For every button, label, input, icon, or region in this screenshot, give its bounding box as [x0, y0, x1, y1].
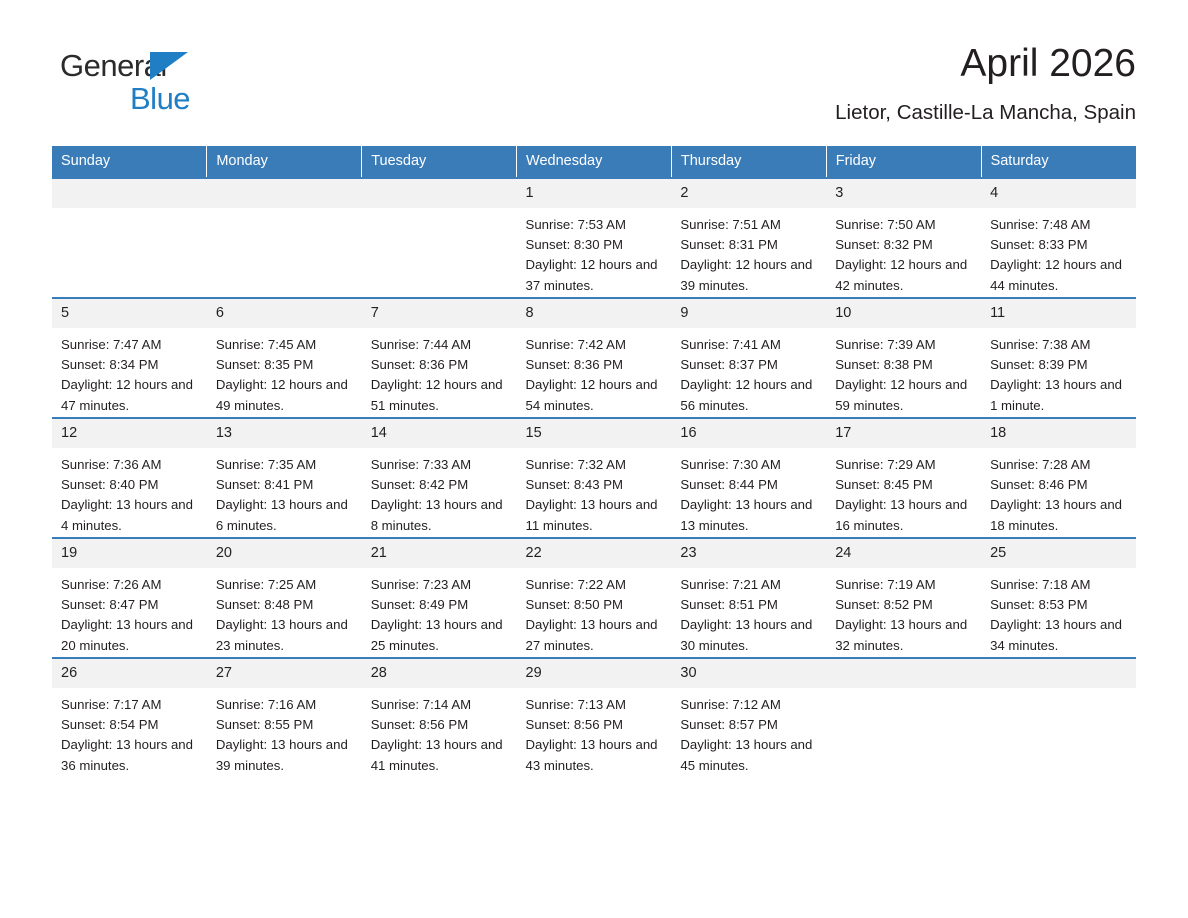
- calendar-cell-day: [517, 538, 672, 658]
- sunrise-text: Sunrise: 7:51 AM: [680, 216, 781, 232]
- sunset-text: Sunset: 8:52 PM: [835, 597, 933, 613]
- sunset-text: Sunset: 8:48 PM: [215, 597, 314, 613]
- calendar-cell-day: [362, 658, 517, 777]
- sunrise-text: Sunrise: 7:50 AM: [835, 216, 936, 232]
- sunset-text: Sunset: 8:36 PM: [370, 357, 469, 373]
- day-number: 1: [517, 179, 672, 208]
- day-details: [517, 448, 672, 536]
- sunset-text: Sunset: 8:37 PM: [680, 357, 778, 373]
- sunset-text: Sunset: 8:36 PM: [525, 357, 624, 373]
- day-number: [207, 179, 362, 208]
- sunset-text: Sunset: 8:44 PM: [680, 477, 778, 493]
- calendar-cell-day: [517, 178, 672, 298]
- logo-word-general: General: [60, 48, 167, 83]
- day-details: [362, 688, 517, 776]
- sunset-text: Sunset: 8:34 PM: [61, 357, 159, 373]
- calendar-cell-day: [981, 298, 1136, 418]
- calendar-cell-day: [826, 538, 981, 658]
- calendar-cell-empty: [826, 658, 981, 777]
- calendar-cell-day: [207, 418, 362, 538]
- sunrise-text: Sunrise: 7:32 AM: [525, 456, 626, 472]
- daylight-text: Daylight: 12 hours and 54 minutes.: [525, 377, 658, 413]
- calendar-cell-day: [826, 298, 981, 418]
- sunrise-text: Sunrise: 7:19 AM: [835, 576, 936, 592]
- sunset-text: Sunset: 8:49 PM: [370, 597, 469, 613]
- calendar-cell-day: [671, 418, 826, 538]
- sunrise-text: Sunrise: 7:30 AM: [680, 456, 781, 472]
- sunset-text: Sunset: 8:42 PM: [370, 477, 469, 493]
- day-number: [362, 179, 517, 208]
- day-number: 30: [671, 659, 826, 688]
- daylight-text: Daylight: 13 hours and 45 minutes.: [680, 737, 813, 773]
- sunrise-text: Sunrise: 7:39 AM: [835, 336, 936, 352]
- calendar-cell-day: [52, 418, 207, 538]
- sunrise-text: Sunrise: 7:26 AM: [61, 576, 162, 592]
- day-details: [517, 328, 672, 416]
- day-details: [362, 448, 517, 536]
- daylight-text: Daylight: 12 hours and 37 minutes.: [525, 257, 658, 293]
- day-details: [362, 328, 517, 416]
- calendar-cell-day: [981, 538, 1136, 658]
- weekday-header-monday: Monday: [207, 146, 362, 178]
- sunset-text: Sunset: 8:35 PM: [215, 357, 314, 373]
- logo-word-blue: Blue: [130, 81, 191, 116]
- daylight-text: Daylight: 13 hours and 18 minutes.: [990, 497, 1123, 533]
- day-number: 2: [671, 179, 826, 208]
- sunrise-text: Sunrise: 7:45 AM: [215, 336, 317, 352]
- daylight-text: Daylight: 13 hours and 1 minute.: [990, 377, 1123, 413]
- sunset-text: Sunset: 8:47 PM: [61, 597, 159, 613]
- day-details: [981, 328, 1136, 416]
- sunset-text: Sunset: 8:54 PM: [61, 717, 159, 733]
- day-details: [671, 328, 826, 416]
- sunset-text: Sunset: 8:40 PM: [61, 477, 159, 493]
- day-number: 22: [517, 539, 672, 568]
- day-number: 26: [52, 659, 207, 688]
- day-details: [826, 568, 981, 656]
- daylight-text: Daylight: 13 hours and 8 minutes.: [370, 497, 503, 533]
- calendar-cell-day: [362, 538, 517, 658]
- day-details: [981, 208, 1136, 296]
- day-number: 6: [207, 299, 362, 328]
- day-number: 23: [671, 539, 826, 568]
- day-number: 17: [826, 419, 981, 448]
- day-details: [671, 568, 826, 656]
- daylight-text: Daylight: 12 hours and 59 minutes.: [835, 377, 968, 413]
- day-details: [207, 328, 362, 416]
- weekday-header-saturday: Saturday: [981, 146, 1136, 178]
- calendar-cell-empty: [362, 178, 517, 298]
- weekday-header-tuesday: Tuesday: [362, 146, 517, 178]
- day-details: [517, 208, 672, 296]
- calendar-cell-day: [207, 538, 362, 658]
- daylight-text: Daylight: 13 hours and 30 minutes.: [680, 617, 813, 653]
- sunset-text: Sunset: 8:55 PM: [215, 717, 314, 733]
- calendar-week-row: [52, 658, 1136, 777]
- day-details: [517, 568, 672, 656]
- sunset-text: Sunset: 8:57 PM: [680, 717, 778, 733]
- day-details: [826, 448, 981, 536]
- calendar-cell-day: [826, 178, 981, 298]
- sunrise-text: Sunrise: 7:29 AM: [835, 456, 936, 472]
- day-details: [207, 448, 362, 536]
- calendar-table: [52, 146, 1136, 777]
- sunset-text: Sunset: 8:41 PM: [215, 477, 314, 493]
- sunrise-text: Sunrise: 7:18 AM: [990, 576, 1091, 592]
- day-number: 20: [207, 539, 362, 568]
- day-number: 9: [671, 299, 826, 328]
- sunset-text: Sunset: 8:56 PM: [370, 717, 469, 733]
- day-details: [981, 448, 1136, 536]
- calendar-cell-day: [517, 298, 672, 418]
- sunrise-text: Sunrise: 7:12 AM: [680, 696, 781, 712]
- calendar-cell-empty: [52, 178, 207, 298]
- daylight-text: Daylight: 12 hours and 51 minutes.: [370, 377, 503, 413]
- sunrise-text: Sunrise: 7:53 AM: [525, 216, 626, 232]
- calendar-cell-day: [362, 298, 517, 418]
- weekday-header-wednesday: Wednesday: [517, 146, 672, 178]
- sunset-text: Sunset: 8:45 PM: [835, 477, 933, 493]
- day-details: [981, 568, 1136, 656]
- calendar-cell-day: [207, 298, 362, 418]
- sunrise-text: Sunrise: 7:33 AM: [370, 456, 472, 472]
- day-number: 8: [517, 299, 672, 328]
- day-details: [826, 328, 981, 416]
- calendar-cell-empty: [981, 658, 1136, 777]
- day-number: 15: [517, 419, 672, 448]
- day-number: 4: [981, 179, 1136, 208]
- calendar-cell-day: [517, 418, 672, 538]
- sunset-text: Sunset: 8:32 PM: [835, 237, 933, 253]
- calendar-cell-day: [826, 418, 981, 538]
- day-number: [826, 659, 981, 688]
- daylight-text: Daylight: 13 hours and 41 minutes.: [370, 737, 503, 773]
- sunset-text: Sunset: 8:31 PM: [680, 237, 778, 253]
- sunrise-text: Sunrise: 7:16 AM: [215, 696, 317, 712]
- day-details: [207, 568, 362, 656]
- calendar-header-row: [52, 146, 1136, 178]
- day-details: [52, 568, 207, 656]
- sunrise-text: Sunrise: 7:38 AM: [990, 336, 1091, 352]
- calendar-cell-day: [671, 538, 826, 658]
- daylight-text: Daylight: 12 hours and 44 minutes.: [990, 257, 1123, 293]
- calendar-cell-day: [207, 658, 362, 777]
- day-number: [52, 179, 207, 208]
- day-number: 13: [207, 419, 362, 448]
- daylight-text: Daylight: 12 hours and 47 minutes.: [61, 377, 193, 413]
- calendar-cell-day: [517, 658, 672, 777]
- daylight-text: Daylight: 13 hours and 43 minutes.: [525, 737, 658, 773]
- weekday-header-thursday: Thursday: [671, 146, 826, 178]
- sunset-text: Sunset: 8:56 PM: [525, 717, 624, 733]
- sunset-text: Sunset: 8:43 PM: [525, 477, 624, 493]
- calendar-week-row: [52, 178, 1136, 298]
- sunrise-text: Sunrise: 7:47 AM: [61, 336, 162, 352]
- calendar-body: [52, 178, 1136, 777]
- daylight-text: Daylight: 13 hours and 13 minutes.: [680, 497, 813, 533]
- general-blue-logo: [52, 40, 252, 116]
- logo-triangle-icon: [150, 52, 188, 80]
- sunrise-text: Sunrise: 7:21 AM: [680, 576, 781, 592]
- day-number: 18: [981, 419, 1136, 448]
- daylight-text: Daylight: 12 hours and 56 minutes.: [680, 377, 813, 413]
- day-details: [671, 448, 826, 536]
- sunset-text: Sunset: 8:30 PM: [525, 237, 624, 253]
- daylight-text: Daylight: 13 hours and 39 minutes.: [215, 737, 348, 773]
- daylight-text: Daylight: 13 hours and 23 minutes.: [215, 617, 348, 653]
- sunset-text: Sunset: 8:46 PM: [990, 477, 1088, 493]
- title-block: [835, 40, 1136, 125]
- sunrise-text: Sunrise: 7:13 AM: [525, 696, 626, 712]
- weekday-header-sunday: Sunday: [52, 146, 207, 178]
- daylight-text: Daylight: 13 hours and 16 minutes.: [835, 497, 968, 533]
- day-details: [52, 688, 207, 776]
- day-number: 3: [826, 179, 981, 208]
- sunset-text: Sunset: 8:53 PM: [990, 597, 1088, 613]
- calendar-week-row: [52, 538, 1136, 658]
- sunrise-text: Sunrise: 7:42 AM: [525, 336, 626, 352]
- page-header: [52, 0, 1136, 125]
- day-number: 16: [671, 419, 826, 448]
- day-number: 7: [362, 299, 517, 328]
- calendar-cell-day: [671, 658, 826, 777]
- calendar-cell-day: [671, 178, 826, 298]
- day-details: [517, 688, 672, 776]
- day-number: 25: [981, 539, 1136, 568]
- day-number: 21: [362, 539, 517, 568]
- daylight-text: Daylight: 12 hours and 49 minutes.: [215, 377, 348, 413]
- calendar-cell-day: [52, 538, 207, 658]
- daylight-text: Daylight: 12 hours and 39 minutes.: [680, 257, 813, 293]
- day-number: 14: [362, 419, 517, 448]
- day-number: 5: [52, 299, 207, 328]
- daylight-text: Daylight: 13 hours and 34 minutes.: [990, 617, 1123, 653]
- daylight-text: Daylight: 12 hours and 42 minutes.: [835, 257, 968, 293]
- day-number: 27: [207, 659, 362, 688]
- sunrise-text: Sunrise: 7:28 AM: [990, 456, 1091, 472]
- daylight-text: Daylight: 13 hours and 25 minutes.: [370, 617, 503, 653]
- day-number: 19: [52, 539, 207, 568]
- sunset-text: Sunset: 8:50 PM: [525, 597, 624, 613]
- location-subtitle: Lietor, Castille-La Mancha, Spain: [835, 100, 1136, 124]
- sunrise-text: Sunrise: 7:36 AM: [61, 456, 162, 472]
- day-details: [207, 688, 362, 776]
- daylight-text: Daylight: 13 hours and 36 minutes.: [61, 737, 193, 773]
- calendar-cell-day: [52, 658, 207, 777]
- day-details: [671, 208, 826, 296]
- sunrise-text: Sunrise: 7:14 AM: [370, 696, 472, 712]
- day-number: [981, 659, 1136, 688]
- sunrise-text: Sunrise: 7:25 AM: [215, 576, 317, 592]
- day-number: 11: [981, 299, 1136, 328]
- day-details: [671, 688, 826, 776]
- calendar-cell-day: [981, 178, 1136, 298]
- daylight-text: Daylight: 13 hours and 6 minutes.: [215, 497, 348, 533]
- day-details: [52, 448, 207, 536]
- daylight-text: Daylight: 13 hours and 27 minutes.: [525, 617, 658, 653]
- sunset-text: Sunset: 8:39 PM: [990, 357, 1088, 373]
- sunset-text: Sunset: 8:51 PM: [680, 597, 778, 613]
- day-number: 28: [362, 659, 517, 688]
- sunrise-text: Sunrise: 7:23 AM: [370, 576, 472, 592]
- sunrise-text: Sunrise: 7:17 AM: [61, 696, 162, 712]
- weekday-header-friday: Friday: [826, 146, 981, 178]
- calendar-week-row: [52, 418, 1136, 538]
- calendar-cell-day: [671, 298, 826, 418]
- day-details: [362, 568, 517, 656]
- calendar-cell-day: [52, 298, 207, 418]
- calendar-cell-day: [362, 418, 517, 538]
- day-number: 29: [517, 659, 672, 688]
- sunset-text: Sunset: 8:33 PM: [990, 237, 1088, 253]
- calendar-cell-empty: [207, 178, 362, 298]
- daylight-text: Daylight: 13 hours and 4 minutes.: [61, 497, 193, 533]
- day-number: 12: [52, 419, 207, 448]
- daylight-text: Daylight: 13 hours and 11 minutes.: [525, 497, 658, 533]
- calendar-cell-day: [981, 418, 1136, 538]
- day-number: 24: [826, 539, 981, 568]
- daylight-text: Daylight: 13 hours and 20 minutes.: [61, 617, 193, 653]
- sunrise-text: Sunrise: 7:48 AM: [990, 216, 1091, 232]
- sunrise-text: Sunrise: 7:44 AM: [370, 336, 472, 352]
- day-details: [826, 208, 981, 296]
- sunset-text: Sunset: 8:38 PM: [835, 357, 933, 373]
- sunrise-text: Sunrise: 7:41 AM: [680, 336, 781, 352]
- sunrise-text: Sunrise: 7:35 AM: [215, 456, 317, 472]
- day-number: 10: [826, 299, 981, 328]
- calendar-week-row: [52, 298, 1136, 418]
- sunrise-text: Sunrise: 7:22 AM: [525, 576, 626, 592]
- daylight-text: Daylight: 13 hours and 32 minutes.: [835, 617, 968, 653]
- day-details: [52, 328, 207, 416]
- page-title: April 2026: [960, 42, 1136, 85]
